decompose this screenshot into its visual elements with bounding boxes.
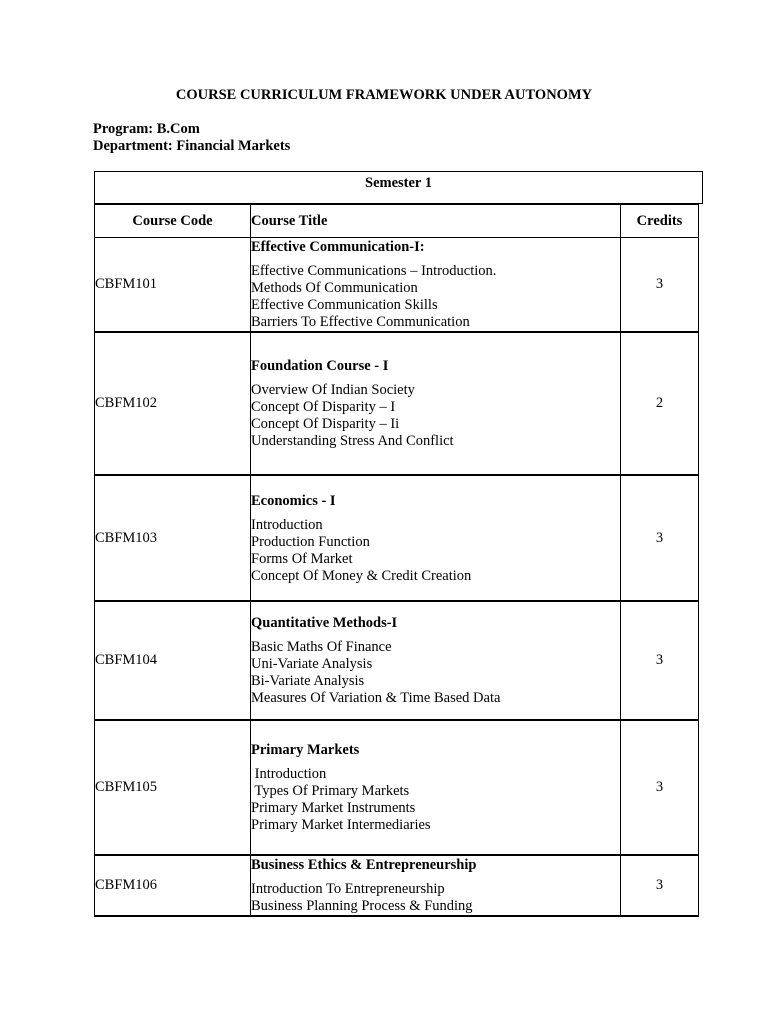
course-code: CBFM104 <box>95 601 251 720</box>
course-credits: 3 <box>621 720 699 855</box>
topic: Concept Of Disparity – Ii <box>251 416 400 432</box>
table-row <box>95 332 699 475</box>
topic: Uni-Variate Analysis <box>251 656 373 672</box>
topic: Business Planning Process & Funding <box>251 898 473 914</box>
topic: Basic Maths Of Finance <box>251 639 392 655</box>
course-topics <box>251 263 620 331</box>
table-row <box>95 720 699 855</box>
topic: Introduction <box>251 516 323 533</box>
course-code: CBFM102 <box>95 332 251 475</box>
course-code: CBFM101 <box>95 238 251 333</box>
course-title: Economics - I <box>251 492 336 509</box>
course-title: Primary Markets <box>251 742 360 758</box>
column-header-course-title: Course Title <box>251 205 621 238</box>
table-row <box>95 475 699 601</box>
course-code: CBFM103 <box>95 475 251 601</box>
table-header-row <box>95 205 699 238</box>
topic: Concept Of Money & Credit Creation <box>251 567 472 584</box>
course-title-cell <box>251 720 621 855</box>
course-topics <box>251 639 620 707</box>
course-title: Business Ethics & Entrepreneurship <box>251 857 477 873</box>
course-topics <box>251 517 620 585</box>
course-title: Foundation Course - I <box>251 358 389 374</box>
course-topics <box>251 881 620 915</box>
topic: Understanding Stress And Conflict <box>251 433 454 449</box>
course-code: CBFM106 <box>95 855 251 916</box>
semester-header: Semester 1 <box>94 171 703 204</box>
topic: Concept Of Disparity – I <box>251 399 396 415</box>
topic: Forms Of Market <box>251 550 353 567</box>
table-row <box>95 601 699 720</box>
topic: Production Function <box>251 533 370 550</box>
topic: Primary Market Intermediaries <box>251 817 431 833</box>
program-label: Program: B.Com <box>93 121 200 137</box>
document-title: COURSE CURRICULUM FRAMEWORK UNDER AUTONOMY <box>175 87 593 103</box>
department-label: Department: Financial Markets <box>93 138 291 154</box>
column-header-course-code: Course Code <box>95 205 251 238</box>
topic: Methods Of Communication <box>251 280 418 296</box>
course-title-cell <box>251 601 621 720</box>
topic: Effective Communication Skills <box>251 297 438 313</box>
table-row <box>95 855 699 916</box>
table-row <box>95 238 699 333</box>
course-credits: 3 <box>621 601 699 720</box>
topic: Measures Of Variation & Time Based Data <box>251 690 501 706</box>
course-code: CBFM105 <box>95 720 251 855</box>
curriculum-table <box>94 204 699 917</box>
course-title: Effective Communication-I: <box>251 239 425 255</box>
course-credits: 2 <box>621 332 699 475</box>
course-credits: 3 <box>621 238 699 333</box>
topic: Barriers To Effective Communication <box>251 314 470 330</box>
course-title-cell <box>251 475 621 601</box>
topic: Types Of Primary Markets <box>251 783 410 799</box>
column-header-credits: Credits <box>621 205 699 238</box>
course-credits: 3 <box>621 855 699 916</box>
topic: Overview Of Indian Society <box>251 382 415 398</box>
topic: Primary Market Instruments <box>251 800 416 816</box>
course-credits: 3 <box>621 475 699 601</box>
topic: Introduction <box>251 766 327 782</box>
topic: Introduction To Entrepreneurship <box>251 881 445 897</box>
course-topics <box>251 766 620 834</box>
topic: Effective Communications – Introduction. <box>251 263 497 279</box>
course-topics <box>251 382 620 450</box>
topic: Bi-Variate Analysis <box>251 673 365 689</box>
course-title-cell <box>251 238 621 333</box>
course-title-cell <box>251 332 621 475</box>
course-title: Quantitative Methods-I <box>251 615 398 631</box>
course-title-cell <box>251 855 621 916</box>
